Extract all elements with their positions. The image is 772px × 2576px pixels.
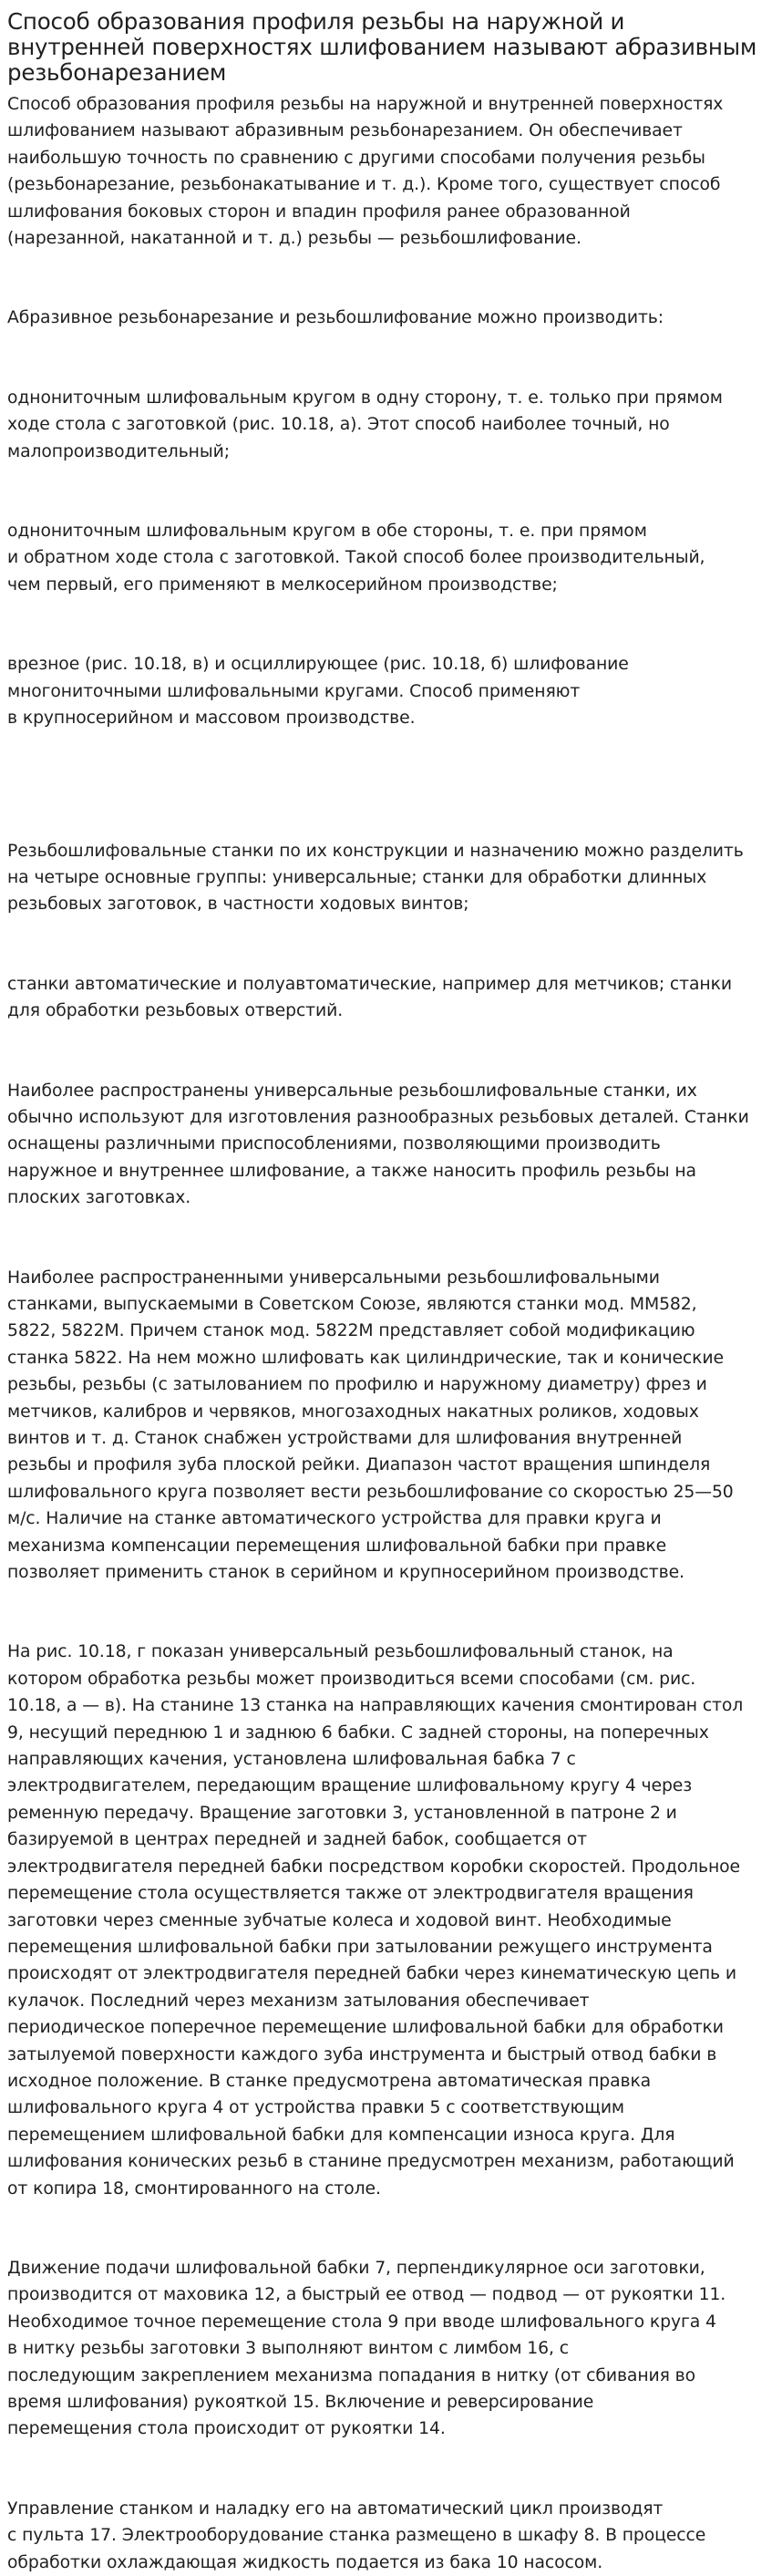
spacer xyxy=(7,918,765,971)
spacer xyxy=(7,1025,765,1078)
paragraph-method-plunge: врезное (рис. 10.18, в) и осциллирующее (рис. 10.18, б) шлифование многониточными шлифовальными кругами. Способ применяют в крупносерийном и массовом производстве. xyxy=(7,655,629,729)
paragraph-method-both-directions: однониточным шлифовальным кругом в обе стороны, т. е. при прямом и обратном ходе стола с заготовкой. Такой способ более производительный, чем первый, его применяют в мелкосерийном производстве; xyxy=(7,522,705,595)
paragraph-machine-groups: Резьбошлифовальные станки по их конструкции и назначению можно разделить на четыре основные группы: универсальные; станки для обработки длинных резьбовых заготовок, в частности ходовых винтов; xyxy=(7,841,744,915)
spacer xyxy=(7,252,765,305)
paragraph-intro: Способ образования профиля резьбы на наружной и внутренней поверхностях шлифованием называют абразивным резьбонарезанием. Он обеспечивает наибольшую точность по сравнению с другими способами получения резьбы (резьбонарезание, резьбонакатывание и т. д.). Кроме того, существует способ шлифования боковых сторон и впадин профиля ранее образованной (нарезанной, накатанной и т. д.) резьбы — резьбошлифование. xyxy=(7,95,724,249)
paragraph-universal-machines: Наиболее распространены универсальные резьбошлифовальные станки, их обычно используют для изготовления разнообразных резьбовых деталей. Станки оснащены различными приспособлениями, позволяющими производить наружное и внутреннее шлифование, а также наносить профиль резьбы на плоских заготовках. xyxy=(7,1081,749,1208)
paragraph-machine-description: На рис. 10.18, г показан универсальный резьбошлифовальный станок, на котором обработка резьбы может производиться всеми способами (см. рис. 10.18, а — в). На станине 13 станка на направляющих качения смонтирован стол 9, несущий переднюю 1 и заднюю 6 бабки. С задней стороны, на поперечных направляющих качения, установлена шлифовальная бабка 7 с электродвигателем, передающим вращение шлифовальному кругу 4 через ременную передачу. Вращение заготовки 3, установленной в патроне 2 и базируемой в центрах передней и задней бабок, сообщается от электродвигателя передней бабки посредством коробки скоростей. Продольное перемещение стола осуществляется также от электродвигателя вращения заготовки через сменные зубчатые колеса и ходовой винт. Необходимые перемещения шлифовальной бабки при затыловании режущего инструмента происходят от электродвигателя передней бабки через кинематическую цепь и кулачок. Последний через механизм затылования обеспечивает периодическое поперечное перемещение шлифовальной бабки для обработки затылуемой поверхности каждого зуба инструмента и быстрый отвод бабки в исходное положение. В станке предусмотрена автоматическая правка шлифовального круга 4 от устройства правки 5 с соответствующим перемещением шлифовальной бабки для компенсации износа круга. Для шлифования конических резьб в станине предусмотрен механизм, работающий от копира 18, смонтированного на столе. xyxy=(7,1642,744,2198)
spacer xyxy=(7,2443,765,2496)
paragraph-machine-models: Наиболее распространенными универсальными резьбошлифовальными станками, выпускаемыми в Советском Союзе, являются станки мод. ММ582, 5822, 5822М. Причем станок мод. 5822М представляет собой модификацию станка 5822. На нем можно шлифовать как цилиндрические, так и конические резьбы, резьбы (с затылованием по профилю и наружному диаметру) фрез и метчиков, калибров и червяков, многозаходных накатных роликов, ходовых винтов и т. д. Станок снабжен устройствами для шлифования внутренней резьбы и профиля зуба плоской рейки. Диапазон частот вращения шпинделя шлифовального круга позволяет вести резьбошлифование со скоростью 25—50 м/с. Наличие на станке автоматического устройства для правки круга и механизма компенсации перемещения шлифовальной бабки при правке позволяет применить станок в серийном и крупносерийном производстве. xyxy=(7,1267,734,1583)
spacer xyxy=(7,1212,765,1265)
paragraph-machine-groups-cont: станки автоматические и полуавтоматические, например для метчиков; станки для обработки резьбовых отверстий. xyxy=(7,974,732,1021)
spacer xyxy=(7,2202,765,2255)
paragraph-feed-motion: Движение подачи шлифовальной бабки 7, перпендикулярное оси заготовки, производится от маховика 12, а быстрый ее отвод — подвод — от рукоятки 11. Необходимое точное перемещение стола 9 при вводе шлифовального круга 4 в нитку резьбы заготовки 3 выполняют винтом с лимбом 16, с последующим закреплением механизма попадания в нитку (от сбивания во время шлифования) рукояткой 15. Включение и реверсирование перемещения стола происходит от рукоятки 14. xyxy=(7,2258,726,2439)
spacer xyxy=(7,732,765,838)
article-title: Способ образования профиля резьбы на наружной и внутренней поверхностях шлифованием называют абразивным резьбонарезанием xyxy=(7,8,757,86)
spacer xyxy=(7,332,765,385)
paragraph-control: Управление станком и наладку его на автоматический цикл производят с пульта 17. Электрооборудование станка размещено в шкафу 8. В процессе обработки охлаждающая жидкость подается из бака 10 насосом. xyxy=(7,2498,706,2572)
spacer xyxy=(7,598,765,651)
spacer xyxy=(7,1586,765,1639)
paragraph-method-one-direction: однониточным шлифовальным кругом в одну сторону, т. е. только при прямом ходе стола с заготовкой (рис. 10.18, а). Этот способ наиболее точный, но малопроизводительный; xyxy=(7,388,723,461)
spacer xyxy=(7,465,765,518)
paragraph-methods-lead: Абразивное резьбонарезание и резьбошлифование можно производить: xyxy=(7,308,664,328)
